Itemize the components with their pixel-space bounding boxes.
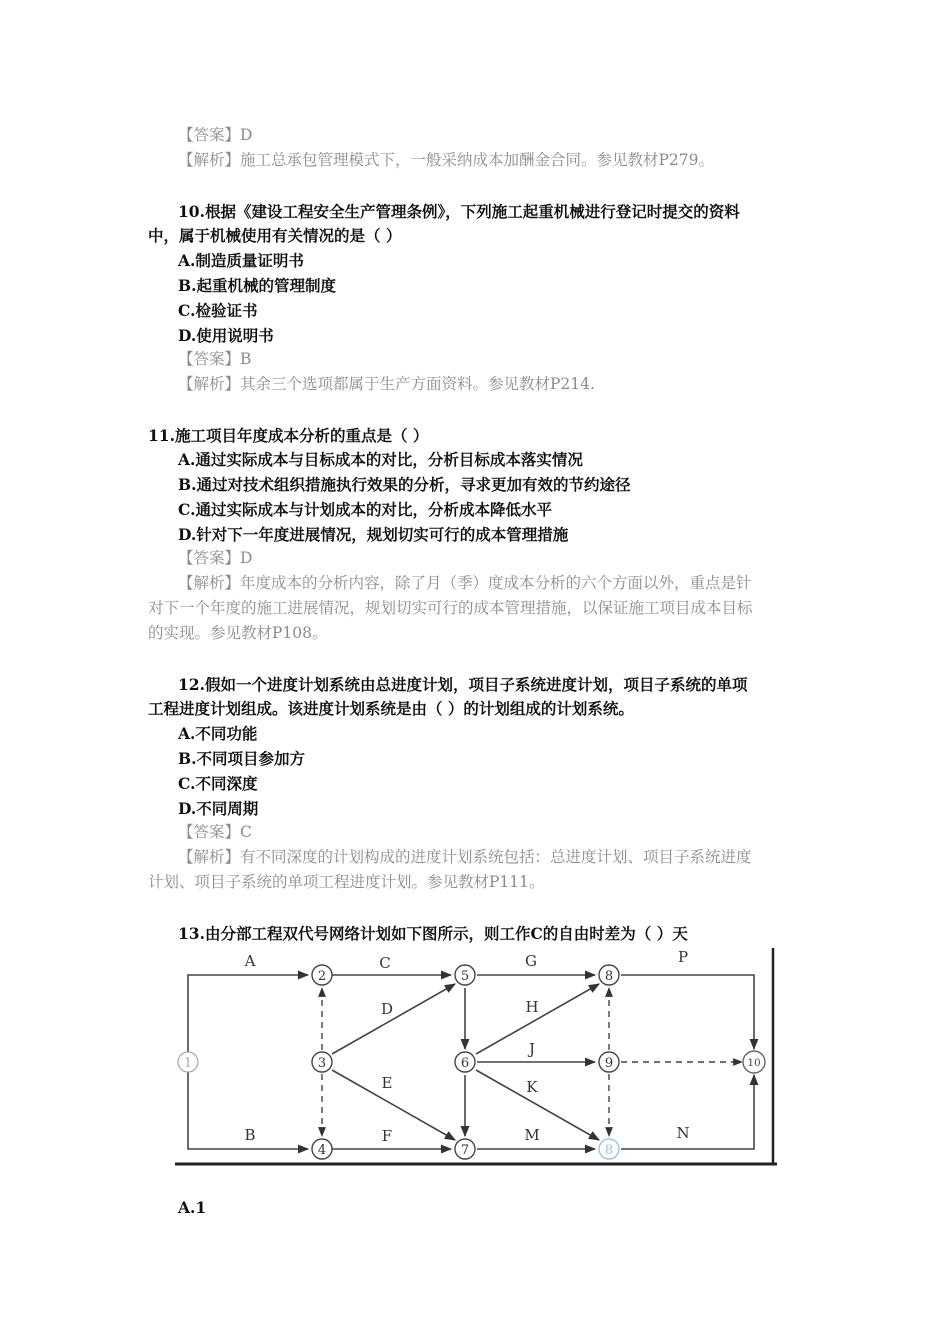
activity-a-arrow xyxy=(188,975,308,1052)
activity-k-label: K xyxy=(526,1078,538,1096)
q10-option-a: A.制造质量证明书 xyxy=(178,251,304,270)
node-7-label: 7 xyxy=(460,1143,470,1158)
q11-option-c: C.通过实际成本与计划成本的对比，分析成本降低水平 xyxy=(178,500,552,519)
q10-stem-line2: 中，属于机械使用有关情况的是（ ） xyxy=(148,226,402,245)
node-5 xyxy=(455,965,475,985)
activity-e-arrow xyxy=(332,1070,455,1140)
q10-answer: 【答案】B xyxy=(178,350,252,368)
node-8-bottom-label: 8 xyxy=(604,1143,614,1158)
activity-b-label: B xyxy=(244,1126,256,1144)
q12-stem-line2: 工程进度计划组成。该进度计划系统是由（ ）的计划组成的计划系统。 xyxy=(148,699,634,718)
q10-option-c: C.检验证书 xyxy=(178,301,258,320)
node-4 xyxy=(312,1139,332,1159)
activity-h-arrow xyxy=(476,984,599,1054)
node-7 xyxy=(455,1139,475,1159)
q10-option-d: D.使用说明书 xyxy=(178,326,274,345)
activity-e-label: E xyxy=(381,1074,393,1092)
network-diagram xyxy=(175,940,780,1172)
node-2 xyxy=(312,965,332,985)
activity-d-arrow xyxy=(332,984,455,1054)
q11-answer: 【答案】D xyxy=(178,549,253,567)
q13-option-a: A.1 xyxy=(178,1198,207,1217)
activity-p-arrow xyxy=(621,975,754,1049)
node-2-label: 2 xyxy=(317,969,327,984)
activity-m-label: M xyxy=(524,1126,540,1144)
node-1 xyxy=(178,1052,198,1072)
q11-analysis-line3: 的实现。参见教材P108。 xyxy=(148,624,328,642)
node-9-label: 9 xyxy=(604,1056,614,1071)
activity-h-label: H xyxy=(525,998,539,1016)
node-4-label: 4 xyxy=(317,1143,327,1158)
q12-option-b: B.不同项目参加方 xyxy=(178,749,305,768)
q10-analysis: 【解析】其余三个选项都属于生产方面资料。参见教材P214. xyxy=(178,375,595,393)
activity-c-label: C xyxy=(379,954,391,972)
node-8-top-label: 8 xyxy=(604,969,614,984)
activity-j-label: J xyxy=(528,1040,536,1058)
q12-option-a: A.不同功能 xyxy=(178,724,258,743)
q12-stem-line1: 12.假如一个进度计划系统由总进度计划，项目子系统进度计划，项目子系统的单项 xyxy=(178,675,748,694)
node-3 xyxy=(312,1052,332,1072)
q9-analysis: 【解析】施工总承包管理模式下，一般采纳成本加酬金合同。参见教材P279。 xyxy=(178,151,715,169)
activity-g-label: G xyxy=(525,952,537,970)
node-8-bottom xyxy=(599,1139,619,1159)
activity-n-label: N xyxy=(676,1124,690,1142)
q11-option-d: D.针对下一年度进展情况，规划切实可行的成本管理措施 xyxy=(178,525,569,544)
node-5-label: 5 xyxy=(460,969,470,984)
node-9 xyxy=(599,1052,619,1072)
q12-option-c: C.不同深度 xyxy=(178,774,258,793)
node-1-label: 1 xyxy=(183,1056,193,1071)
node-8-top xyxy=(599,965,619,985)
activity-f-label: F xyxy=(381,1127,393,1145)
node-10-label: 10 xyxy=(747,1057,761,1069)
q12-analysis-line1: 【解析】有不同深度的计划构成的进度计划系统包括：总进度计划、项目子系统进度 xyxy=(178,848,752,866)
node-3-label: 3 xyxy=(317,1056,327,1071)
activity-a-label: A xyxy=(244,952,256,970)
q13-stem: 13.由分部工程双代号网络计划如下图所示，则工作C的自由时差为（ ）天 xyxy=(178,924,688,943)
q11-analysis-line2: 对下一个年度的施工进展情况，规划切实可行的成本管理措施，以保证施工项目成本目标 xyxy=(148,599,753,617)
q12-option-d: D.不同周期 xyxy=(178,799,259,818)
node-6 xyxy=(455,1052,475,1072)
q11-option-b: B.通过对技术组织措施执行效果的分析，寻求更加有效的节约途径 xyxy=(178,475,631,494)
activity-d-label: D xyxy=(380,1000,394,1018)
q12-analysis-line2: 计划、项目子系统的单项工程进度计划。参见教材P111。 xyxy=(148,873,545,891)
q10-option-b: B.起重机械的管理制度 xyxy=(178,276,336,295)
q11-option-a: A.通过实际成本与目标成本的对比，分析目标成本落实情况 xyxy=(178,450,583,469)
node-10 xyxy=(743,1051,765,1073)
activity-p-label: P xyxy=(677,948,689,966)
q11-stem: 11.施工项目年度成本分析的重点是（ ） xyxy=(148,426,429,445)
q10-stem-line1: 10.根据《建设工程安全生产管理条例》，下列施工起重机械进行登记时提交的资料 xyxy=(178,202,740,221)
q12-answer: 【答案】C xyxy=(178,823,252,841)
q9-answer: 【答案】D xyxy=(178,126,253,144)
node-6-label: 6 xyxy=(460,1056,470,1071)
q11-analysis-line1: 【解析】年度成本的分析内容，除了月（季）度成本分析的六个方面以外，重点是针 xyxy=(178,574,752,592)
